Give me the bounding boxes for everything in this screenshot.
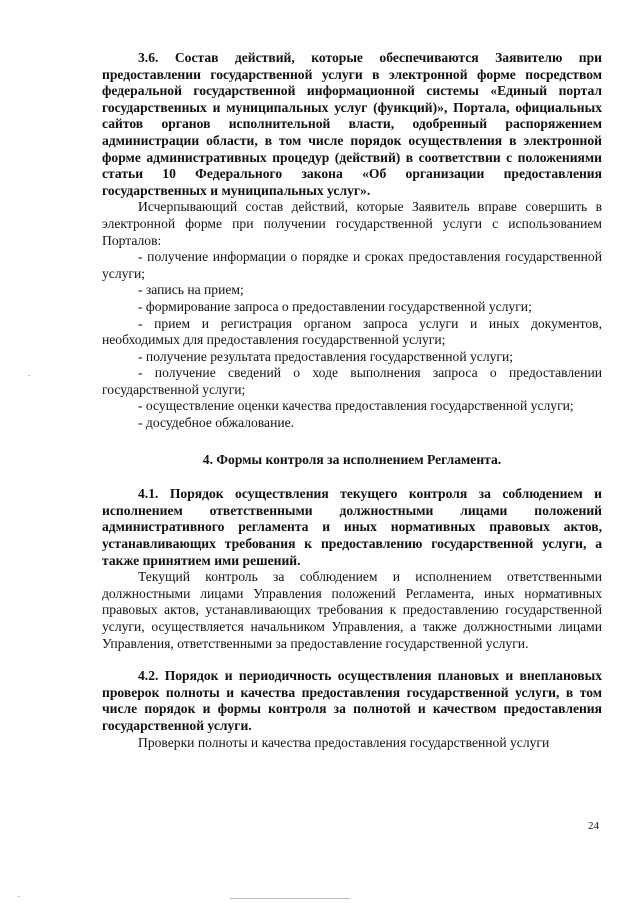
list-item: - прием и регистрация органом запроса услуги и иных документов, необходимых для предоставления государственной услуги;	[102, 315, 602, 348]
list-item: - запись на прием;	[138, 282, 244, 298]
section-4-heading: 4. Формы контроля за исполнением Регламента.	[202, 451, 502, 467]
section-4-1-title: 4.1. Порядок осуществления текущего контроля за соблюдением и исполнением ответственными должностными лицами положений административного регламента и иных нормативных правовых актов, устанавливающих требования к предоставлению государственной услуги, а также принятием ими решений.	[102, 486, 602, 568]
page-number: 24	[588, 820, 599, 832]
document-body	[102, 50, 602, 751]
list-item: - досудебное обжалование.	[138, 415, 295, 431]
list-item: - получение результата предоставления государственной услуги;	[138, 348, 514, 364]
scan-speck	[28, 375, 30, 376]
list-item: - получение сведений о ходе выполнения запроса о предоставлении государственной услуги;	[102, 365, 602, 397]
list-item: - формирование запроса о предоставлении государственной услуги;	[138, 298, 532, 314]
scan-speck	[18, 896, 20, 897]
actions-intro-paragraph: Исчерпывающий состав действий, которые Заявитель вправе совершить в электронной форме при получении государственной услуги с использованием Порталов:	[102, 199, 602, 248]
section-3-6-paragraph: 3.6. Состав действий, которые обеспечиваются Заявителю при предоставлении государственной услуги в электронной форме посредством федеральной государственной информационной системы «Единый портал государственных и муниципальных услуг (функций)», Портала, официальных сайтов органов исполнительной власти, одобренный распоряжением администрации области, в том числе порядок осуществления в электронной форме административных процедур (действий) в соответствии с положениями статьи 10 Федерального закона «Об организации предоставления государственных и муниципальных услуг».	[102, 50, 602, 198]
section-4-2-title: 4.2. Порядок и периодичность осуществления плановых и внеплановых проверок полноты и качества предоставления государственной услуги, в том числе порядок и формы контроля за полнотой и качеством предоставления государственной услуги.	[102, 668, 602, 733]
section-4-1-text: Текущий контроль за соблюдением и исполнением ответственными должностными лицами Управления положений Регламента, иных нормативных правовых актов, устанавливающих требования к предоставлению государственной услуги, осуществляется начальником Управления, а также должностными лицами Управления, ответственными за предоставление государственной услуги.	[102, 569, 602, 651]
list-item: - осуществление оценки качества предоставления государственной услуги;	[138, 398, 574, 414]
list-item: - получение информации о порядке и сроках предоставления государственной услуги;	[102, 249, 602, 281]
section-4-2-text: Проверки полноты и качества предоставления государственной услуги	[138, 734, 550, 750]
scan-artifact-line	[230, 898, 350, 899]
